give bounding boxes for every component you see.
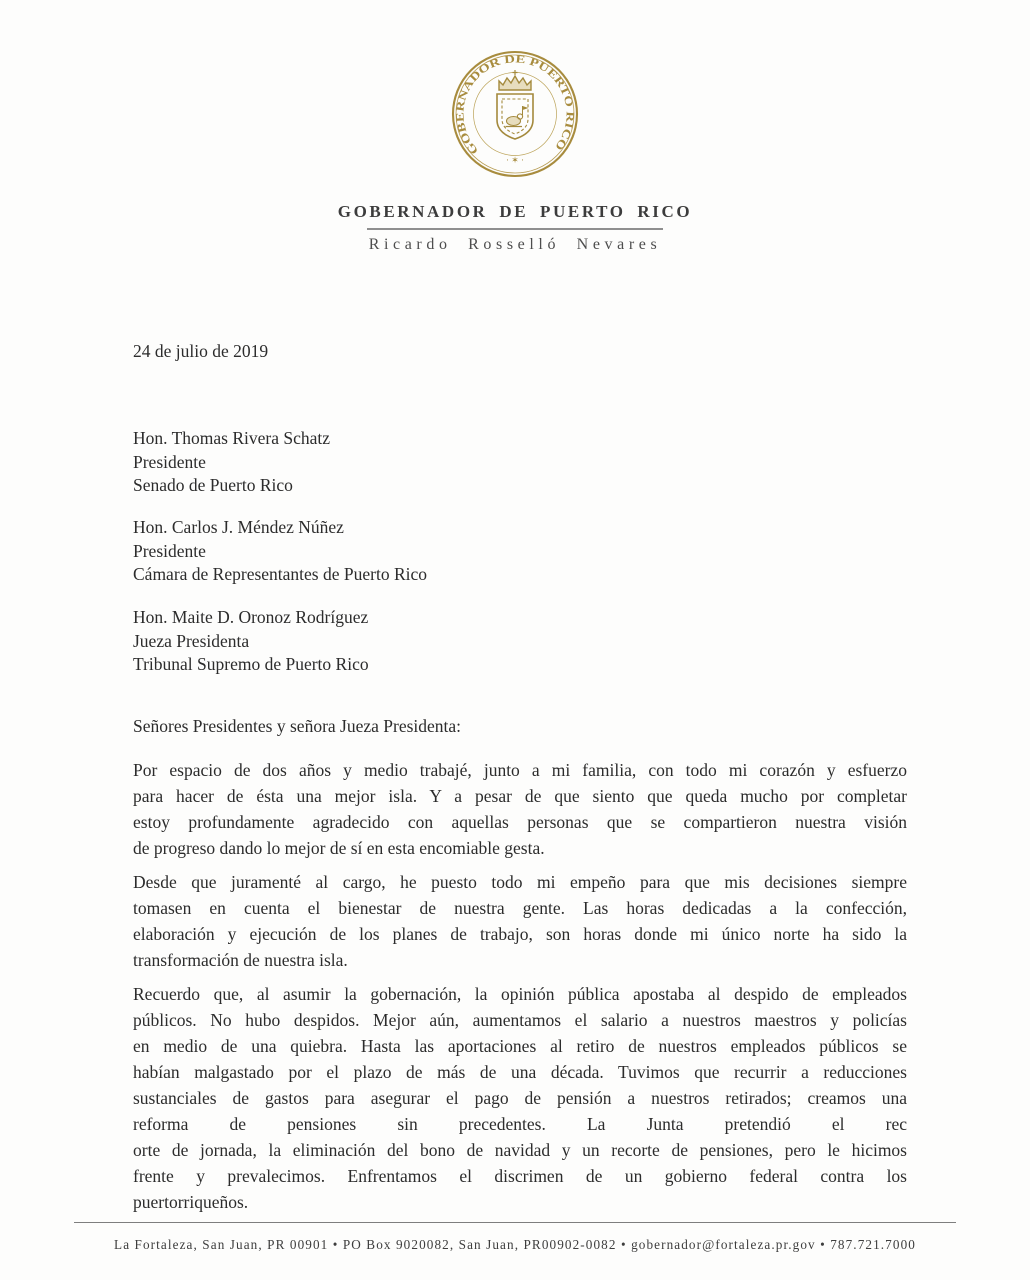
letter-date: 24 de julio de 2019 bbox=[133, 341, 269, 361]
text-line: Jueza Presidenta bbox=[133, 630, 250, 651]
text-line: Hon. Maite D. Oronoz Rodríguez bbox=[133, 607, 369, 627]
text-line: Hon. Carlos J. Méndez Núñez bbox=[133, 517, 344, 537]
salutation: Señores Presidentes y señora Jueza Presidenta: bbox=[133, 716, 462, 736]
governor-name: Ricardo Rosselló Nevares bbox=[368, 235, 662, 253]
text-line: tomasen en cuenta el bienestar de nuestra gente. Las horas dedicadas a la confección, bbox=[133, 898, 907, 918]
masthead-divider bbox=[367, 228, 663, 230]
office-title: GOBERNADOR DE PUERTO RICO bbox=[337, 202, 693, 221]
seal-crest-icon bbox=[497, 70, 533, 139]
text-line: Hon. Thomas Rivera Schatz bbox=[133, 428, 330, 448]
body-paragraph-3 bbox=[133, 981, 907, 1215]
text-line: estoy profundamente agradecido con aquellas personas que se compartieron nuestra visión bbox=[133, 812, 907, 832]
text-line: Cámara de Representantes de Puerto Rico bbox=[133, 564, 427, 584]
body-paragraph-1 bbox=[133, 757, 907, 861]
text-line: reforma de pensiones sin precedentes. La Junta pretendió el rec bbox=[133, 1114, 907, 1134]
seal-ring-text: GOBERNADOR DE PUERTO RICO bbox=[454, 53, 576, 157]
text-line: de progreso dando lo mejor de sí en esta encomiable gesta. bbox=[133, 838, 545, 858]
text-line: sustanciales de gastos para asegurar el pago de pensión a nuestros retirados; creamos una bbox=[133, 1088, 907, 1108]
text-line: elaboración y ejecución de los planes de trabajo, son horas donde mi único norte ha sido la bbox=[133, 924, 907, 944]
text-line: habían malgastado por el plazo de más de una década. Tuvimos que recurrir a reducciones bbox=[133, 1062, 907, 1082]
letter-body bbox=[133, 757, 907, 1223]
text-line: puertorriqueños. bbox=[133, 1192, 249, 1212]
text-line: Por espacio de dos años y medio trabajé, junto a mi familia, con todo mi corazón y esfuerzo bbox=[133, 760, 907, 780]
text-line: para hacer de ésta una mejor isla. Y a pesar de que siento que queda mucho por completar bbox=[133, 786, 907, 806]
body-paragraph-2 bbox=[133, 869, 907, 973]
text-line: en medio de una quiebra. Hasta las aportaciones al retiro de nuestros empleados públicos se bbox=[133, 1036, 907, 1056]
recipient-block-senate-president bbox=[133, 427, 330, 498]
text-line: Presidente bbox=[133, 540, 206, 561]
recipient-block-chief-justice bbox=[133, 606, 369, 677]
text-line: Tribunal Supremo de Puerto Rico bbox=[133, 654, 369, 674]
seal-bottom-marks: · ✶ · bbox=[505, 155, 525, 165]
text-line: Recuerdo que, al asumir la gobernación, la opinión pública apostaba al despido de empleados bbox=[133, 984, 907, 1004]
governor-of-puerto-rico-seal-icon bbox=[450, 48, 580, 180]
recipient-block-house-president bbox=[133, 516, 427, 587]
text-line: Presidente bbox=[133, 451, 206, 472]
text-line: frente y prevalecimos. Enfrentamos el discrimen de un gobierno federal contra los bbox=[133, 1166, 907, 1186]
text-line: Desde que juramenté al cargo, he puesto todo mi empeño para que mis decisiones siempre bbox=[133, 872, 907, 892]
text-line: públicos. No hubo despidos. Mejor aún, aumentamos el salario a nuestros maestros y policías bbox=[133, 1010, 907, 1030]
text-line: orte de jornada, la eliminación del bono de navidad y un recorte de pensiones, pero le hicimos bbox=[133, 1140, 907, 1160]
masthead bbox=[0, 48, 1030, 254]
footer-divider bbox=[74, 1222, 956, 1223]
footer-contact-line: La Fortaleza, San Juan, PR 00901 • PO Box 9020082, San Juan, PR00902-0082 • gobernador@fortaleza.pr.gov • 787.721.7000 bbox=[114, 1237, 916, 1252]
text-line: Senado de Puerto Rico bbox=[133, 475, 293, 495]
text-line: transformación de nuestra isla. bbox=[133, 950, 348, 970]
